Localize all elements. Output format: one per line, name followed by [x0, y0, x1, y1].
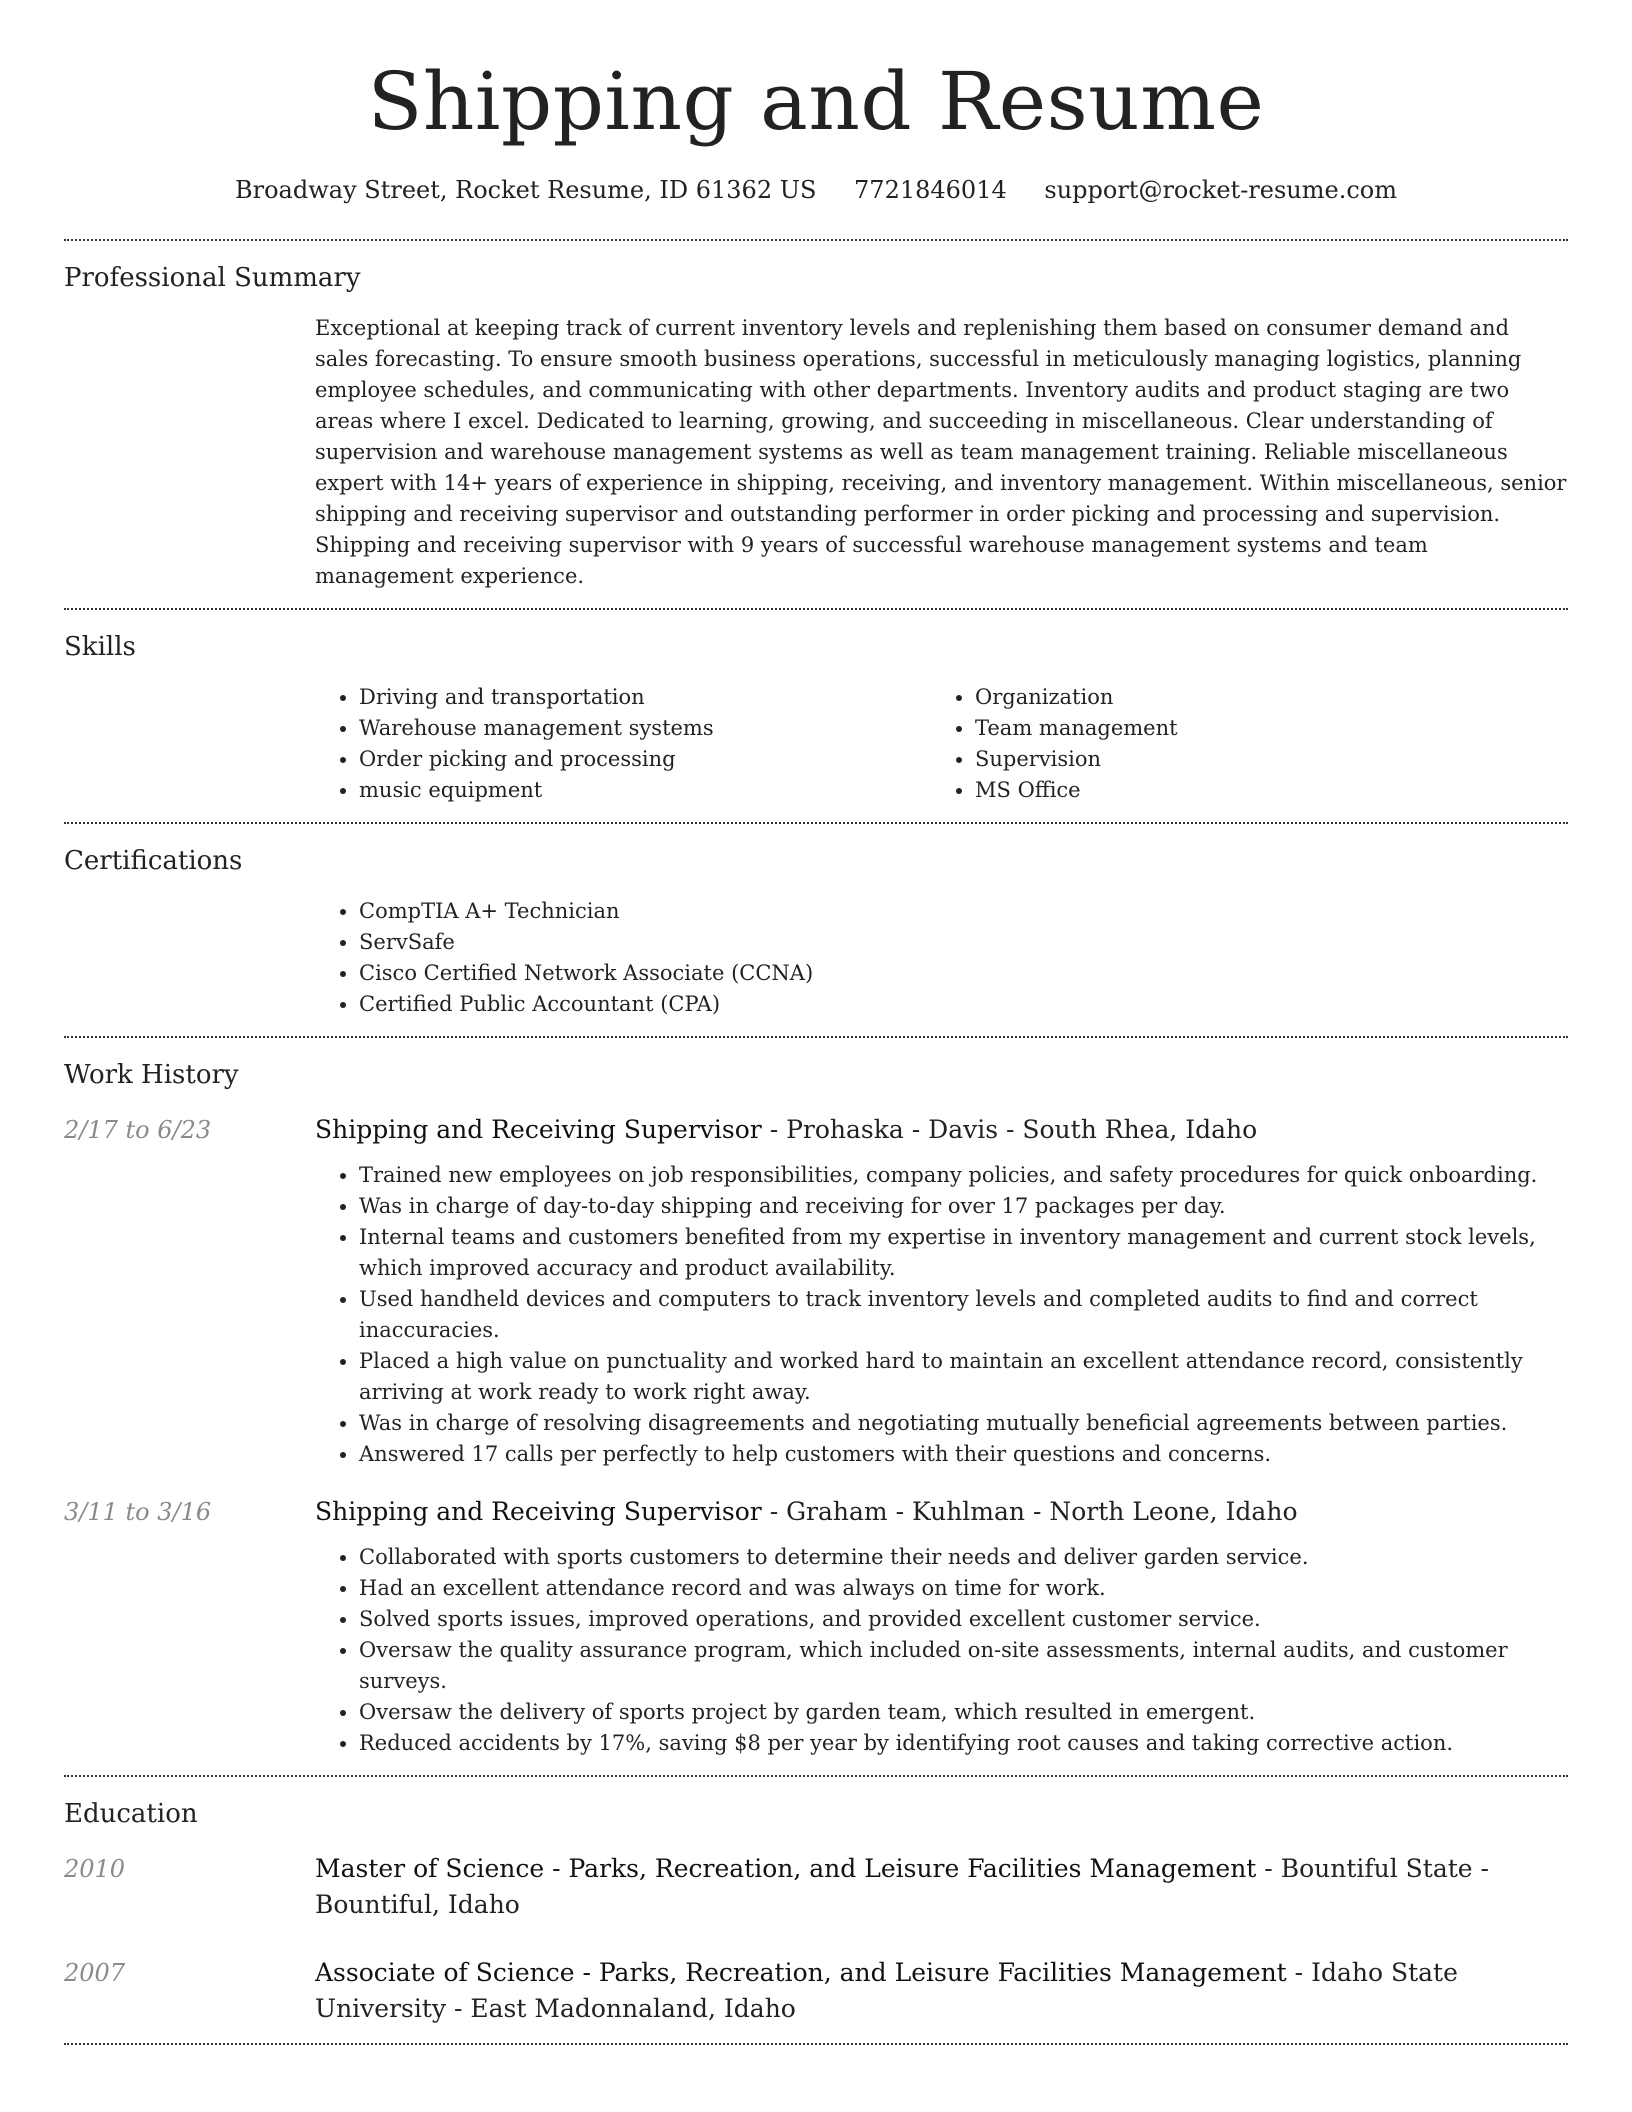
- job-bullets: [315, 1542, 1568, 1759]
- job-title-line: [315, 1494, 1568, 1530]
- job-bullet: • Trained new employees on job responsibilities, company policies, and safety procedures for quick onboarding.: [359, 1160, 1568, 1191]
- skills-content: [315, 682, 1568, 806]
- job-bullet: • Solved sports issues, improved operations, and provided excellent customer service.: [359, 1604, 1568, 1635]
- job-title-line: [315, 1112, 1568, 1148]
- skill-item: • Driving and transportation: [359, 682, 931, 713]
- contact-phone: 7721846014: [854, 176, 1007, 204]
- certification-item: • Certified Public Accountant (CPA): [359, 989, 1568, 1020]
- summary-section: [64, 241, 1568, 608]
- skill-item: • MS Office: [975, 775, 1547, 806]
- education-section: [64, 1777, 1568, 2043]
- job-bullet: • Answered 17 calls per perfectly to help customers with their questions and concerns.: [359, 1439, 1568, 1470]
- skill-item: • music equipment: [359, 775, 931, 806]
- skill-item: • Organization: [975, 682, 1547, 713]
- certifications-heading: Certifications: [64, 846, 243, 876]
- education-body: [315, 1851, 1568, 1923]
- skills-grid: [315, 682, 1568, 806]
- job-bullet: • Oversaw the quality assurance program, which included on-site assessments, internal audits, and customer surveys.: [359, 1635, 1568, 1697]
- job-bullet: • Had an excellent attendance record and was always on time for work.: [359, 1573, 1568, 1604]
- education-year: 2007: [64, 1959, 126, 1987]
- education-title-line: [315, 1851, 1568, 1923]
- work-heading: Work History: [64, 1060, 239, 1090]
- certification-item: • CompTIA A+ Technician: [359, 896, 1568, 927]
- skills-list-left: [315, 682, 931, 806]
- certifications-content: [315, 896, 1568, 1020]
- summary-text: Exceptional at keeping track of current inventory levels and replenishing them based on consumer demand and sales forecasting. To ensure smooth business operations, successful in meticulously managing logistics, planning employee schedules, and communicating with other departments. Inventory audits and product staging are two areas where I excel. Dedicated to learning, growing, and succeeding in miscellaneous. Clear understanding of supervision and warehouse management systems as well as team management training. Reliable miscellaneous expert with 14+ years of experience in shipping, receiving, and inventory management. Within miscellaneous, senior shipping and receiving supervisor and outstanding performer in order picking and processing and supervision. Shipping and receiving supervisor with 9 years of successful warehouse management systems and team management experience.: [315, 316, 1567, 588]
- job-bullet: • Oversaw the delivery of sports project by garden team, which resulted in emergent.: [359, 1697, 1568, 1728]
- job-entry: [64, 1494, 1568, 1759]
- education-title-line: [315, 1955, 1568, 2027]
- skill-item: • Team management: [975, 713, 1547, 744]
- job-dates: 2/17 to 6/23: [64, 1116, 212, 1144]
- job-title: Shipping and Receiving Supervisor: [315, 1115, 762, 1144]
- job-bullet: • Internal teams and customers benefited from my expertise in inventory management and current stock levels, which improved accuracy and product availability.: [359, 1222, 1568, 1284]
- section-divider: [64, 2043, 1568, 2045]
- summary-content: [315, 313, 1568, 592]
- contact-email: support@rocket-resume.com: [1044, 176, 1397, 204]
- skill-item: • Supervision: [975, 744, 1547, 775]
- skill-item: • Warehouse management systems: [359, 713, 931, 744]
- certification-item: • Cisco Certified Network Associate (CCNA): [359, 958, 1568, 989]
- job-title: Shipping and Receiving Supervisor: [315, 1497, 762, 1526]
- summary-heading: Professional Summary: [64, 263, 361, 293]
- candidate-name: Shipping and Resume: [367, 55, 1265, 148]
- skills-section: [64, 610, 1568, 822]
- job-company: - Graham - Kuhlman - North Leone, Idaho: [761, 1497, 1298, 1526]
- job-bullets: [315, 1160, 1568, 1470]
- job-bullet: • Reduced accidents by 17%, saving $8 per year by identifying root causes and taking corrective action.: [359, 1728, 1568, 1759]
- work-section: [64, 1038, 1568, 1775]
- resume-header: [64, 0, 1568, 206]
- job-company: - Prohaska - Davis - South Rhea, Idaho: [761, 1115, 1258, 1144]
- skills-list-right: [931, 682, 1547, 806]
- education-body: [315, 1955, 1568, 2027]
- certifications-list: [315, 896, 1568, 1020]
- education-degree: Master of Science - Parks, Recreation, and Leisure Facilities Management: [315, 1854, 1257, 1883]
- job-body: [315, 1112, 1568, 1470]
- skills-heading: Skills: [64, 632, 136, 662]
- education-entry: [64, 1955, 1568, 2027]
- job-bullet: • Used handheld devices and computers to track inventory levels and completed audits to find and correct inaccuracies.: [359, 1284, 1568, 1346]
- certifications-section: [64, 824, 1568, 1036]
- education-degree: Associate of Science - Parks, Recreation, and Leisure Facilities Management: [315, 1958, 1287, 1987]
- job-bullet: • Was in charge of resolving disagreements and negotiating mutually beneficial agreements between parties.: [359, 1408, 1568, 1439]
- job-dates: 3/11 to 3/16: [64, 1498, 212, 1526]
- education-entry: [64, 1851, 1568, 1923]
- contact-line: [64, 174, 1568, 206]
- education-school: - Idaho State University - East Madonnaland, Idaho: [315, 1958, 1458, 2023]
- education-school: - Bountiful State - Bountiful, Idaho: [315, 1854, 1489, 1919]
- contact-address: Broadway Street, Rocket Resume, ID 61362 US: [235, 176, 817, 204]
- education-heading: Education: [64, 1799, 198, 1829]
- education-year: 2010: [64, 1855, 126, 1883]
- job-entry: [64, 1112, 1568, 1470]
- skill-item: • Order picking and processing: [359, 744, 931, 775]
- job-bullet: • Was in charge of day-to-day shipping and receiving for over 17 packages per day.: [359, 1191, 1568, 1222]
- certification-item: • ServSafe: [359, 927, 1568, 958]
- job-body: [315, 1494, 1568, 1759]
- job-bullet: • Collaborated with sports customers to determine their needs and deliver garden service.: [359, 1542, 1568, 1573]
- job-bullet: • Placed a high value on punctuality and worked hard to maintain an excellent attendance record, consistently arriving at work ready to work right away.: [359, 1346, 1568, 1408]
